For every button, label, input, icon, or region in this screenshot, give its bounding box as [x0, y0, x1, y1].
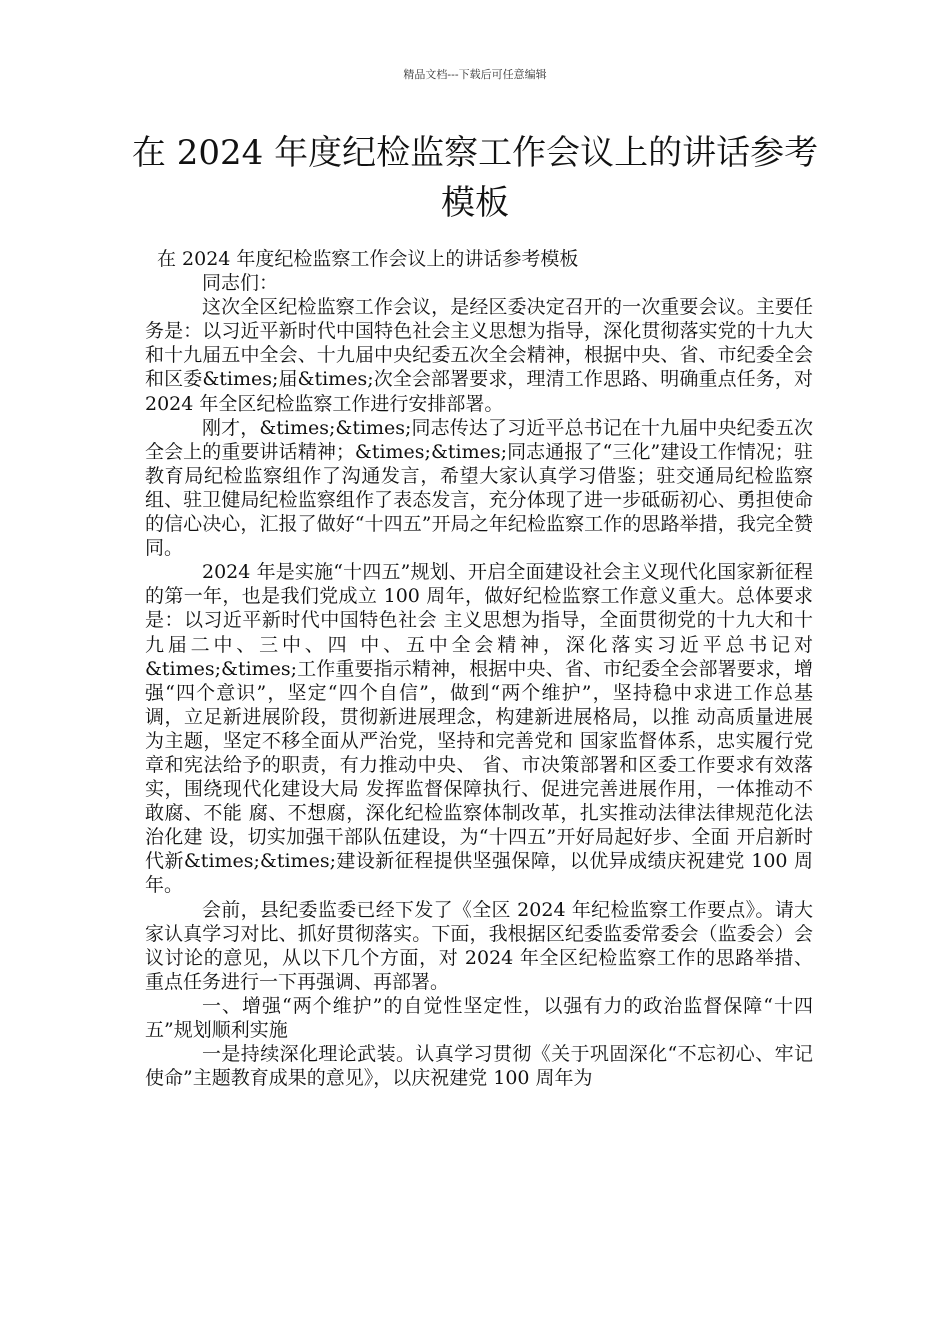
- document-subtitle: 在 2024 年度纪检监察工作会议上的讲话参考模板: [157, 248, 579, 270]
- paragraph-theory: 一是持续深化理论武装。认真学习贯彻《关于巩固深化“不忘初心、牢记使命”主题教育成果的意见》，以庆祝建党 100 周年为: [145, 1043, 813, 1090]
- paragraph-requirements: 2024 年是实施“十四五”规划、开启全面建设社会主义现代化国家新征程的第一年，也是我们党成立 100 周年，做好纪检监察工作意义重大。总体要求是：以习近平新时代中国特色社会 主义思想为指导，全面贯彻党的十九大和十九届二中、三中、四 中、五中全会精神，深化落实习近平总书记对&times;&times;工作重要指示精神，根据中央、省、市纪委全会部署要求，增强“四个意识”，坚定“四个自信”，做到“两个维护”，坚持稳中求进工作总基 调，立足新进展阶段，贯彻新进展理念，构建新进展格局，以推 动高质量进展为主题，坚定不移全面从严治党，坚持和完善党和 国家监督体系，忠实履行党章和宪法给予的职责，有力推动中央、 省、市决策部署和区委工作要求有效落实，围绕现代化建设大局 发挥监督保障执行、促进完善进展作用，一体推动不敢腐、不能 腐、不想腐，深化纪检监察体制改革，扎实推动法律法律规范化法治化建 设，切实加强干部队伍建设，为“十四五”开好局起好步、全面 开启新时代新&times;&times;建设新征程提供坚强保障，以优异成绩庆祝建党 100 周年。: [145, 561, 813, 897]
- salutation: 同志们：: [202, 272, 279, 295]
- paragraph-opening: 这次全区纪检监察工作会议，是经区委决定召开的一次重要会议。主要任务是：以习近平新时代中国特色社会主义思想为指导，深化贯彻落实党的十九大和十九届五中全会、十九届中央纪委五次全会精神，根据中央、省、市纪委全会和区委&times;届&times;次全会部署要求，理清工作思路、明确重点任务，对 2024 年全区纪检监察工作进行安排部署。: [145, 296, 813, 415]
- paragraph-review: 刚才，&times;&times;同志传达了习近平总书记在十九届中央纪委五次全会上的重要讲话精神；&times;&times;同志通报了“三化”建设工作情况；驻教育局纪检监察组作了沟通发言，希望大家认真学习借鉴；驻交通局纪检监察组、驻卫健局纪检监察组作了表态发言，充分体现了进一步砥砺初心、勇担使命的信心决心，汇报了做好“十四五”开局之年纪检监察工作的思路举措，我完全赞同。: [145, 416, 813, 560]
- header-note: 精品文档---下载后可任意编辑: [403, 68, 547, 81]
- document-body: [145, 247, 813, 1090]
- document-title: 在 2024 年度纪检监察工作会议上的讲话参考模板: [131, 133, 819, 223]
- paragraph-work-points: 会前，县纪委监委已经下发了《全区 2024 年纪检监察工作要点》。请大家认真学习对比、抓好贯彻落实。下面，我根据区纪委监委常委会（监委会）会议讨论的意见，从以下几个方面，对 2024 年全区纪检监察工作的思路举措、重点任务进行一下再强调、再部署。: [145, 898, 813, 993]
- section-heading-1: 一、增强“两个维护”的自觉性坚定性，以强有力的政治监督保障“十四五”规划顺利实施: [145, 994, 813, 1041]
